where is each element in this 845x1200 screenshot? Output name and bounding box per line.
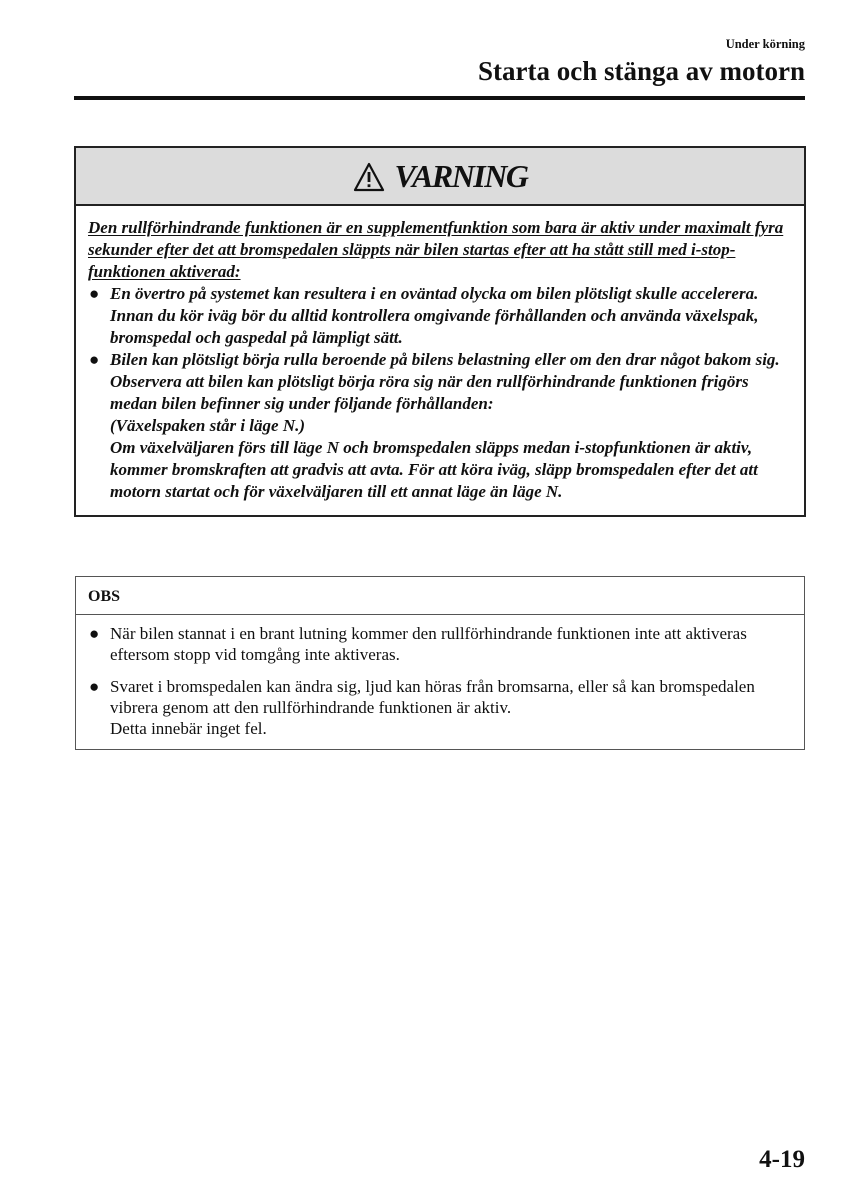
obs-list-item	[88, 676, 790, 739]
warning-header	[76, 148, 804, 206]
warning-body	[76, 206, 804, 515]
warning-list	[88, 283, 790, 503]
obs-box	[75, 576, 805, 750]
bullet-icon: ●	[89, 350, 100, 369]
obs-item-extra: Detta innebär inget fel.	[110, 719, 267, 738]
warning-condition-label: (Växelspaken står i läge N.)	[110, 416, 306, 435]
warning-list-item	[88, 349, 790, 503]
obs-body	[76, 615, 804, 749]
bullet-icon: ●	[89, 284, 100, 303]
warning-box	[74, 146, 806, 517]
page-number: 4-19	[759, 1146, 805, 1173]
bullet-icon: ●	[89, 677, 100, 696]
warning-list-item	[88, 283, 790, 349]
obs-list-item	[88, 623, 790, 665]
warning-triangle-icon	[353, 162, 385, 192]
title-rule	[74, 96, 805, 100]
obs-item-text: När bilen stannat i en brant lutning kommer den rullförhindrande funktionen inte att aktiveras eftersom stopp vid tomgång inte aktiveras.	[110, 624, 747, 664]
warning-item-text: Bilen kan plötsligt börja rulla beroende på bilens belastning eller om den drar något bakom sig. Observera att bilen kan plötsligt börja röra sig när den rullförhindrande funktionen frigörs medan bilen befinner sig under följande förhållanden:	[110, 350, 780, 413]
warning-condition-text: Om växelväljaren förs till läge N och bromspedalen släpps medan i-stopfunktionen är aktiv, kommer bromskraften att gradvis att avta. För att köra iväg, släpp bromspedalen efter det att motorn startat och för växelväljaren till ett annat läge än läge N.	[110, 438, 758, 501]
section-label: Under körning	[725, 37, 805, 51]
warning-title: VARNING	[394, 157, 528, 194]
bullet-icon: ●	[89, 624, 100, 643]
warning-item-text: En övertro på systemet kan resultera i en oväntad olycka om bilen plötsligt skulle accelerera. Innan du kör iväg bör du alltid kontrollera omgivande förhållanden och använda växelspak, bromspedal och gaspedal på lämpligt sätt.	[110, 284, 759, 347]
obs-item-text: Svaret i bromspedalen kan ändra sig, ljud kan höras från bromsarna, eller så kan bromspedalen vibrera genom att den rullförhindrande funktionen är aktiv.	[110, 677, 755, 717]
obs-title: OBS	[76, 577, 804, 615]
warning-intro: Den rullförhindrande funktionen är en supplementfunktion som bara är aktiv under maximalt fyra sekunder efter det att bromspedalen släppts när bilen startas efter att ha stått still med i-stop-funktionen aktiverad:	[88, 218, 784, 281]
page-title: Starta och stänga av motorn	[478, 56, 805, 86]
